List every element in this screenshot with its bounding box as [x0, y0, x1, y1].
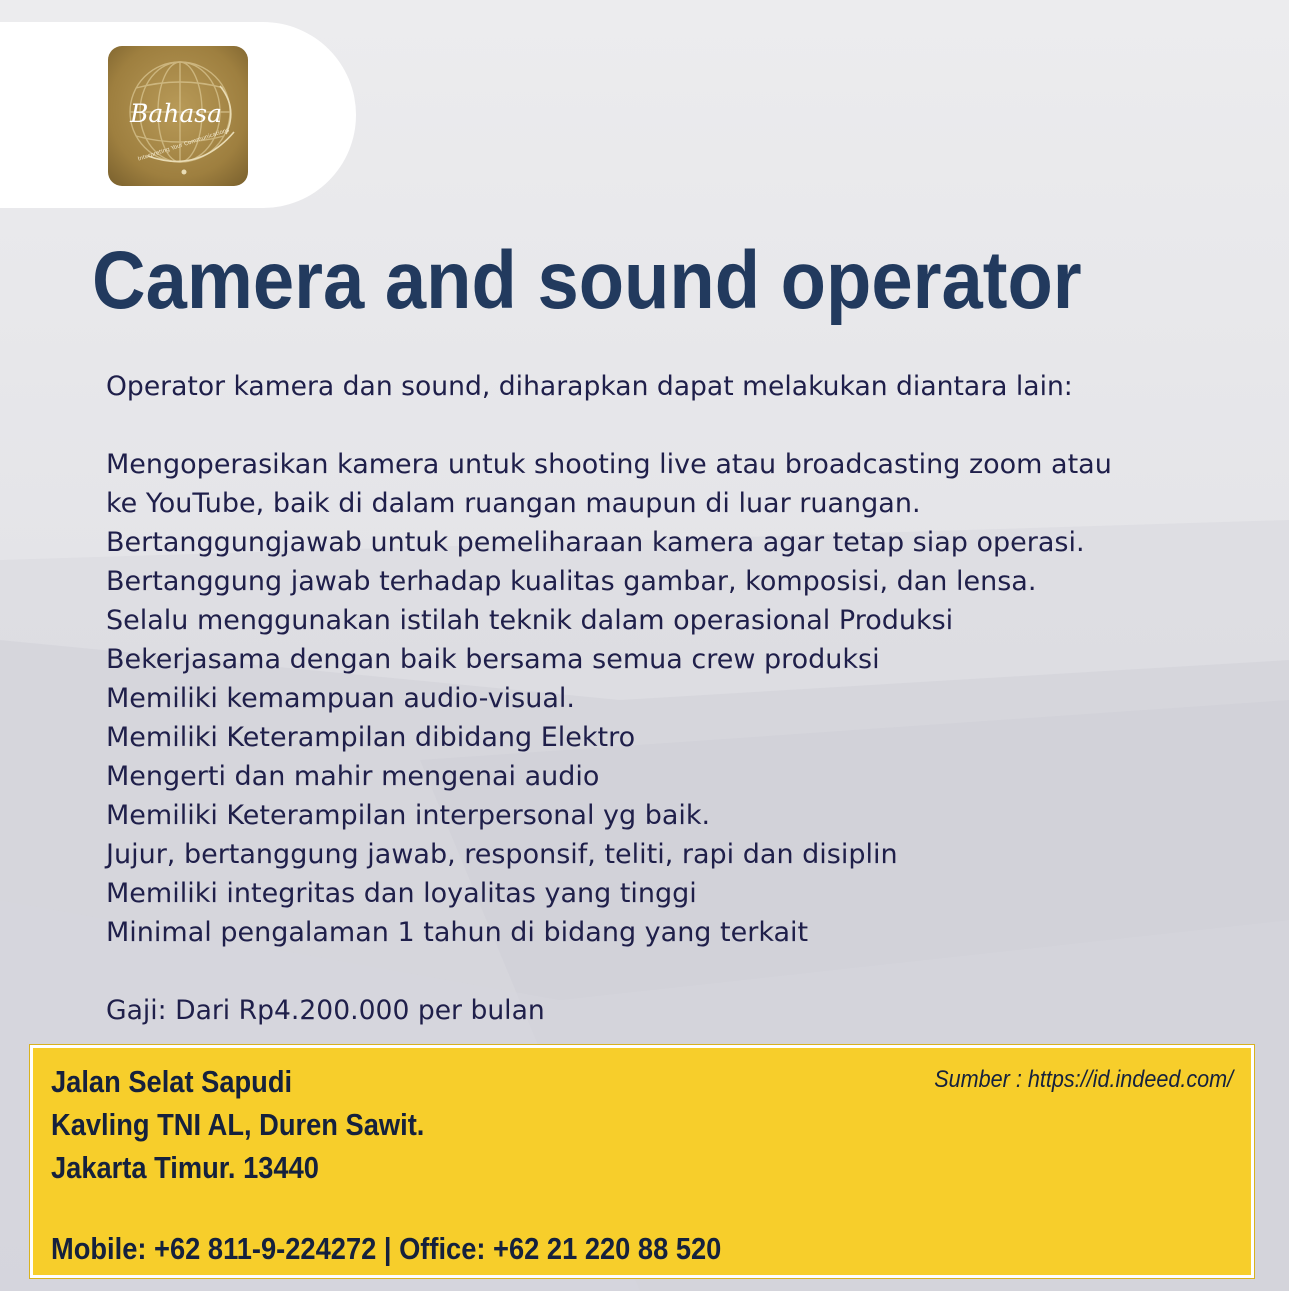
job-description: [106, 367, 1276, 1030]
logo-wordmark: Bahasa: [129, 99, 223, 128]
address-line: Jakarta Timur. 13440: [51, 1150, 319, 1185]
globe-logo-icon: [108, 46, 248, 186]
list-item: Minimal pengalaman 1 tahun di bidang yang terkait: [106, 917, 809, 948]
list-item: Mengerti dan mahir mengenai audio: [106, 761, 600, 792]
address-block: [51, 1060, 424, 1189]
spacer: [106, 952, 1276, 991]
logo-tagline: Interpreting Your Communications: [137, 127, 231, 163]
source-link[interactable]: Sumber : https://id.indeed.com/: [934, 1066, 1233, 1093]
list-item: Memiliki kemampuan audio-visual.: [106, 683, 575, 714]
list-item: Memiliki Keterampilan dibidang Elektro: [106, 722, 636, 753]
list-item: Bertanggung jawab terhadap kualitas gambar, komposisi, dan lensa.: [106, 566, 1037, 597]
list-item: Memiliki integritas dan loyalitas yang tinggi: [106, 878, 697, 909]
phone-contact: Mobile: +62 811-9-224272 | Office: +62 21 220 88 520: [51, 1231, 722, 1266]
intro-text: Operator kamera dan sound, diharapkan dapat melakukan diantara lain:: [106, 371, 1073, 402]
list-item: Bekerjasama dengan baik bersama semua crew produksi: [106, 644, 880, 675]
page-title: Camera and sound operator: [92, 235, 1082, 326]
list-item: Selalu menggunakan istilah teknik dalam operasional Produksi: [106, 605, 954, 636]
list-item: Jujur, bertanggung jawab, responsif, teliti, rapi dan disiplin: [106, 839, 898, 870]
contact-footer: [30, 1045, 1254, 1278]
list-item: Bertanggungjawab untuk pemeliharaan kamera agar tetap siap operasi.: [106, 527, 1085, 558]
list-item: Memiliki Keterampilan interpersonal yg baik.: [106, 800, 711, 831]
list-item: ke YouTube, baik di dalam ruangan maupun di luar ruangan.: [106, 488, 921, 519]
spacer: [106, 406, 1276, 445]
salary-text: Gaji: Dari Rp4.200.000 per bulan: [106, 995, 545, 1026]
duty-list: [106, 445, 1276, 952]
address-line: Jalan Selat Sapudi: [51, 1064, 293, 1099]
list-item: Mengoperasikan kamera untuk shooting live atau broadcasting zoom atau: [106, 449, 1112, 480]
address-line: Kavling TNI AL, Duren Sawit.: [51, 1107, 425, 1142]
company-logo: [108, 46, 248, 186]
